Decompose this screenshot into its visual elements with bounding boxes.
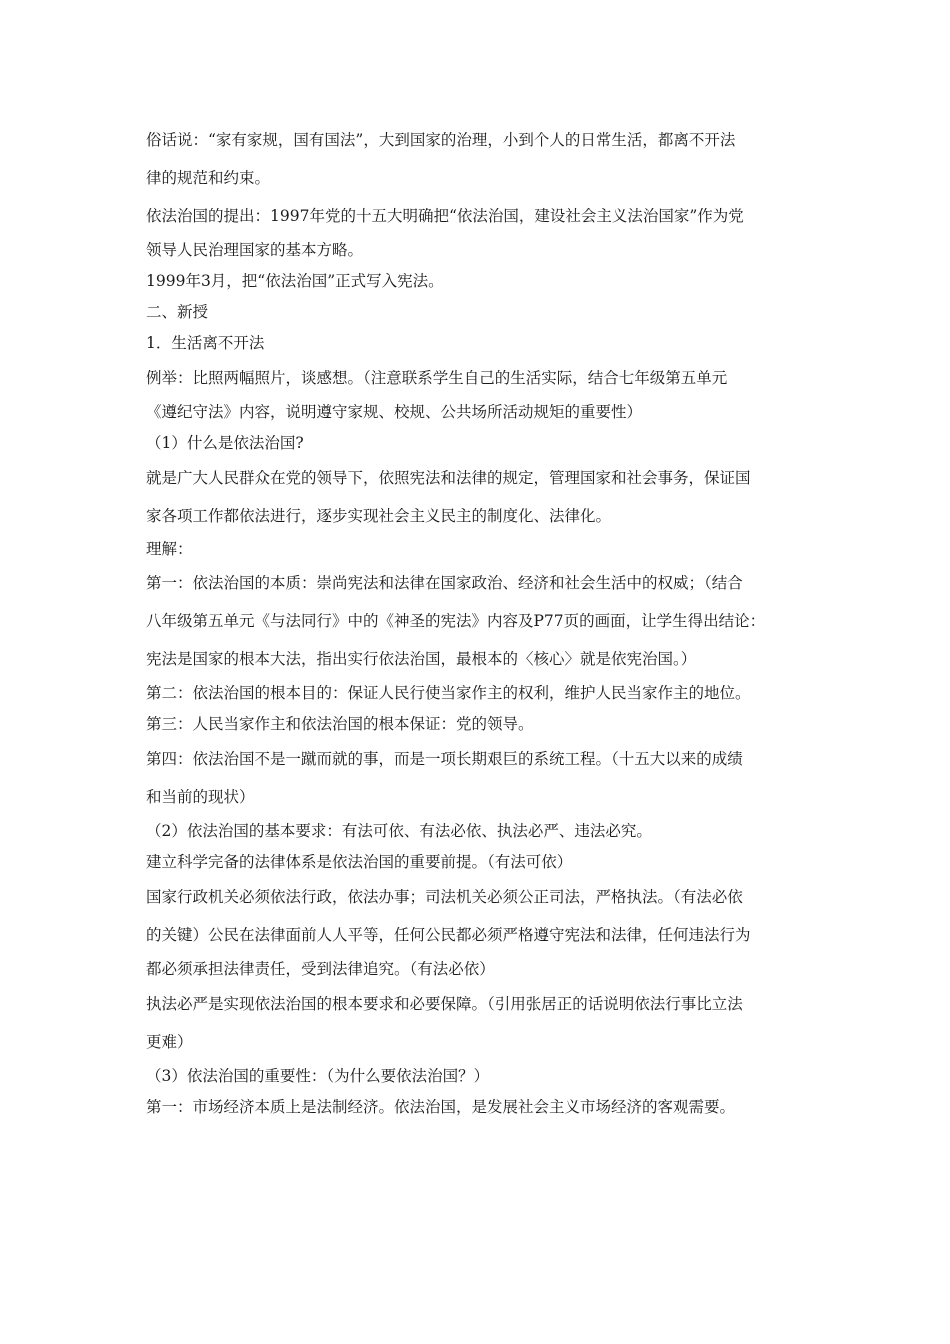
text-line: 依法治国的提出：1997年党的十五大明确把“依法治国，建设社会主义法治国家”作为党 bbox=[146, 207, 744, 225]
text-line: 第一：市场经济本质上是法制经济。依法治国，是发展社会主义市场经济的客观需要。 bbox=[146, 1098, 736, 1116]
text-line: 理解： bbox=[146, 540, 193, 558]
text-line: 俗话说：“家有家规，国有国法”，大到国家的治理，小到个人的日常生活，都离不开法 bbox=[146, 131, 736, 149]
document-body bbox=[146, 121, 826, 1123]
text-line: 第二：依法治国的根本目的：保证人民行使当家作主的权利，维护人民当家作主的地位。 bbox=[146, 684, 751, 702]
text-line: 律的规范和约束。 bbox=[146, 169, 271, 187]
text-line: 更难） bbox=[146, 1033, 193, 1051]
text-line: 宪法是国家的根本大法，指出实行依法治国，最根本的〈核心〉就是依宪治国。） bbox=[146, 650, 697, 668]
text-line: 国家行政机关必须依法行政，依法办事；司法机关必须公正司法，严格执法。（有法必依 bbox=[146, 888, 743, 906]
text-line: 执法必严是实现依法治国的根本要求和必要保障。（引用张居正的话说明依法行事比立法 bbox=[146, 995, 743, 1013]
question-heading: （1）什么是依法治国? bbox=[146, 434, 304, 452]
text-line: 第一：依法治国的本质：崇尚宪法和法律在国家政治、经济和社会生活中的权威；（结合 bbox=[146, 574, 743, 592]
text-line: 例举：比照两幅照片，谈感想。（注意联系学生自己的生活实际，结合七年级第五单元 bbox=[146, 369, 728, 387]
section-heading: 二、新授 bbox=[146, 303, 209, 321]
text-line: 1999年3月，把“依法治国”正式写入宪法。 bbox=[146, 272, 444, 290]
text-line: 的关键）公民在法律面前人人平等，任何公民都必须严格遵守宪法和法律，任何违法行为 bbox=[146, 926, 751, 944]
text-line: 领导人民治理国家的基本方略。 bbox=[146, 241, 364, 259]
question-heading: （2）依法治国的基本要求：有法可依、有法必依、执法必严、违法必究。 bbox=[146, 822, 652, 840]
text-line: 第三：人民当家作主和依法治国的根本保证：党的领导。 bbox=[146, 715, 534, 733]
text-line: 家各项工作都依法进行，逐步实现社会主义民主的制度化、法律化。 bbox=[146, 507, 612, 525]
text-line: 就是广大人民群众在党的领导下，依照宪法和法律的规定，管理国家和社会事务，保证国 bbox=[146, 469, 751, 487]
subsection-heading: 1．生活离不开法 bbox=[146, 334, 265, 352]
text-line: 和当前的现状） bbox=[146, 788, 255, 806]
text-line: 《遵纪守法》内容，说明遵守家规、校规、公共场所活动规矩的重要性） bbox=[146, 403, 643, 421]
text-line: 第四：依法治国不是一蹴而就的事，而是一项长期艰巨的系统工程。（十五大以来的成绩 bbox=[146, 750, 743, 768]
text-line: 八年级第五单元《与法同行》中的《神圣的宪法》内容及P77页的画面，让学生得出结论： bbox=[146, 612, 766, 630]
question-heading: （3）依法治国的重要性：（为什么要依法治国？） bbox=[146, 1067, 490, 1085]
text-line: 建立科学完备的法律体系是依法治国的重要前提。（有法可依） bbox=[146, 853, 573, 871]
text-line: 都必须承担法律责任，受到法律追究。（有法必依） bbox=[146, 960, 495, 978]
